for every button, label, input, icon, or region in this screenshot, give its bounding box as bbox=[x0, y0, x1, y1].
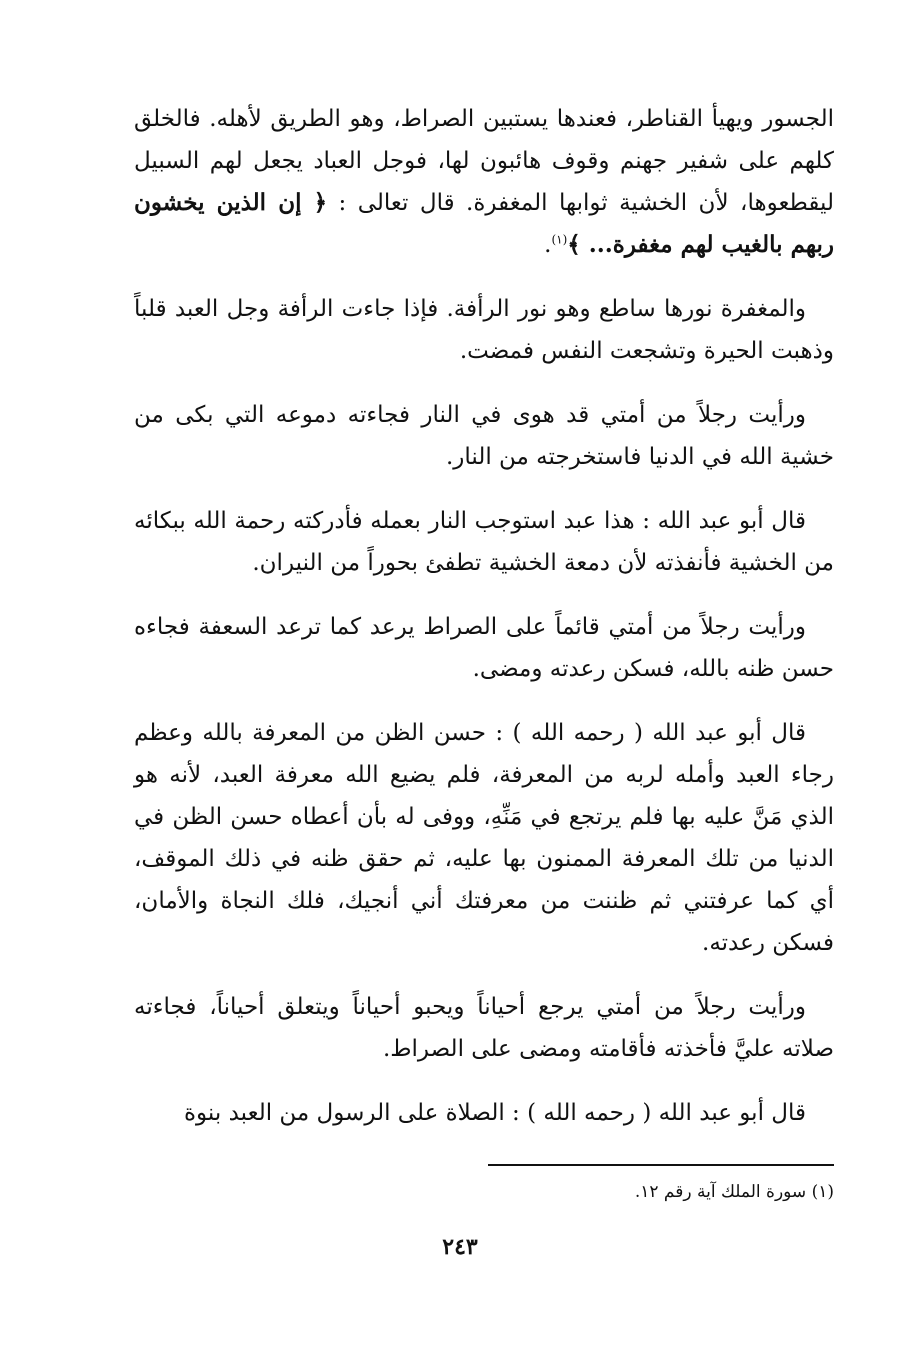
footnote-reference: (١) bbox=[551, 232, 568, 247]
paragraph-1-text: الجسور ويهيأ القناطر، فعندها يستبين الصراط، وهو الطريق لأهله. فالخلق كلهم على شفير جهنم وقوف هائبون لها، فوجل العباد يجعل لهم السبيل ليقطعوها، لأن الخشية ثوابها المغفرة. قال تعالى : bbox=[134, 106, 835, 216]
footnote-divider bbox=[488, 1164, 834, 1166]
paragraph-2: والمغفرة نورها ساطع وهو نور الرأفة. فإذا جاءت الرأفة وجل العبد قلباً وذهبت الحيرة وتشجعت النفس فمضت. bbox=[134, 296, 834, 364]
paragraph-5: ورأيت رجلاً من أمتي قائماً على الصراط يرعد كما ترعد السعفة فجاءه حسن ظنه بالله، فسكن رعدته ومضى. bbox=[134, 614, 834, 682]
page-number: ٢٤٣ bbox=[442, 1234, 478, 1260]
paragraph-8: قال أبو عبد الله ( رحمه الله ) : الصلاة على الرسول من العبد بنوة bbox=[184, 1100, 806, 1126]
paragraph-6: قال أبو عبد الله ( رحمه الله ) : حسن الظن من المعرفة بالله وعظم رجاء العبد وأمله لربه من المعرفة، فلم يضيع الله معرفة العبد، لأنه هو الذي مَنَّ عليه بها فلم يرتجع في مَنِّهِ، ووفى له بأن أعطاه حسن الظن في الدنيا من تلك المعرفة الممنون بها عليه، ثم حقق ظنه في ذلك الموقف، أي كما عرفتني ثم ظننت من معرفتك أني أنجيك، فلك النجاة والأمان، فسكن رعدته. bbox=[134, 720, 834, 956]
paragraph-1 bbox=[134, 98, 834, 266]
quran-quote: ﴿ إن الذين يخشون ربهم بالغيب لهم مغفرة... ﴾ bbox=[134, 189, 834, 258]
paragraph-3: ورأيت رجلاً من أمتي قد هوى في النار فجاءته دموعه التي بكى من خشية الله في الدنيا فاستخرجته من النار. bbox=[134, 402, 834, 470]
paragraph-1-end: . bbox=[544, 232, 552, 258]
paragraph-4: قال أبو عبد الله : هذا عبد استوجب النار بعمله فأدركته رحمة الله ببكائه من الخشية فأنفذته لأن دمعة الخشية تطفئ بحوراً من النيران. bbox=[134, 508, 834, 576]
main-text bbox=[134, 98, 834, 1156]
paragraph-7: ورأيت رجلاً من أمتي يرجع أحياناً ويحبو أحياناً ويتعلق أحياناً، فجاءته صلاته عليَّ فأخذته فأقامته ومضى على الصراط. bbox=[134, 994, 834, 1062]
footnote: (١) سورة الملك آية رقم ١٢. bbox=[634, 1182, 834, 1202]
